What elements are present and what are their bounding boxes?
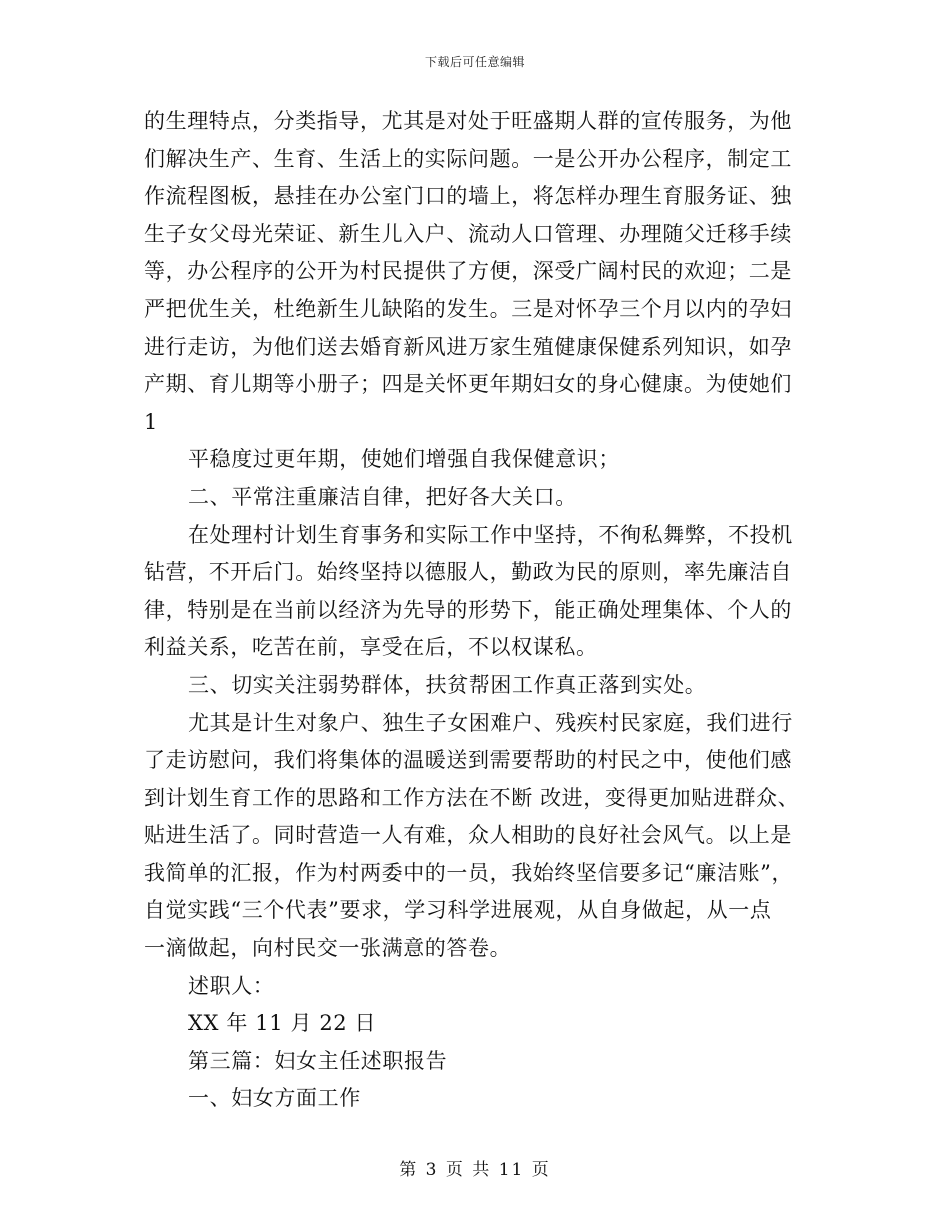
text-line: 作流程图板，悬挂在办公室门口的墙上，将怎样办理生育服务证、独	[144, 184, 792, 209]
text-line: 一滴做起，向村民交一张满意的答卷。	[144, 936, 512, 961]
page-number-marker: 1	[144, 409, 158, 434]
text-line: 进行走访，为他们送去婚育新风进万家生殖健康保健系列知识，如孕	[144, 334, 792, 359]
text-line: 们解决生产、生育、生活上的实际问题。一是公开办公程序，制定工	[144, 146, 792, 171]
page-footer: 第 3 页 共 11 页	[399, 1160, 551, 1180]
text-line: 到计划生育工作的思路和工作方法在不断 改进，变得更加贴进群众、	[144, 785, 800, 810]
page-header-note: 下载后可任意编辑	[424, 55, 525, 69]
text-line: 的生理特点，分类指导，尤其是对处于旺盛期人群的宣传服务，为他	[144, 109, 792, 133]
document-body	[144, 103, 804, 1118]
text-line: 平稳度过更年期，使她们增强自我保健意识；	[188, 447, 620, 472]
section-heading: 二、平常注重廉洁自律，把好各大关口。	[188, 484, 577, 509]
text-line: 了走访慰问，我们将集体的温暖送到需要帮助的村民之中，使他们感	[144, 748, 792, 773]
text-line: 等，办公程序的公开为村民提供了方便，深受广阔村民的欢迎；二是	[144, 259, 792, 284]
text-line: 律，特别是在当前以经济为先导的形势下，能正确处理集体、个人的	[144, 597, 792, 622]
text-line: 生子女父母光荣证、新生儿入户、流动人口管理、办理随父迁移手续	[144, 221, 792, 246]
chapter-title: 第三篇：妇女主任述职报告	[188, 1048, 448, 1073]
section-heading: 三、切实关注弱势群体，扶贫帮困工作真正落到实处。	[188, 672, 707, 697]
text-line: 在处理村计划生育事务和实际工作中坚持，不徇私舞弊，不投机	[188, 522, 793, 547]
report-date: XX 年 11 月 22 日	[188, 1011, 377, 1036]
text-line: 钻营，不开后门。始终坚持以德服人，勤政为民的原则，率先廉洁自	[144, 560, 792, 585]
text-line: 严把优生关，杜绝新生儿缺陷的发生。三是对怀孕三个月以内的孕妇	[144, 296, 792, 321]
section-heading: 一、妇女方面工作	[188, 1086, 361, 1111]
text-line: 自觉实践“三个代表”要求，学习科学进展观，从自身做起，从一点	[144, 898, 772, 923]
text-line: 我简单的汇报，作为村两委中的一员，我始终坚信要多记“廉洁账”，	[144, 860, 794, 885]
text-line: 尤其是计生对象户、独生子女困难户、残疾村民家庭，我们进行	[188, 710, 793, 735]
signature-label: 述职人：	[188, 973, 275, 998]
text-line: 产期、育儿期等小册子；四是关怀更年期妇女的身心健康。为使她们	[144, 372, 792, 397]
text-line: 贴进生活了。同时营造一人有难，众人相助的良好社会风气。以上是	[144, 823, 792, 848]
text-line: 利益关系，吃苦在前，享受在后，不以权谋私。	[144, 635, 598, 660]
